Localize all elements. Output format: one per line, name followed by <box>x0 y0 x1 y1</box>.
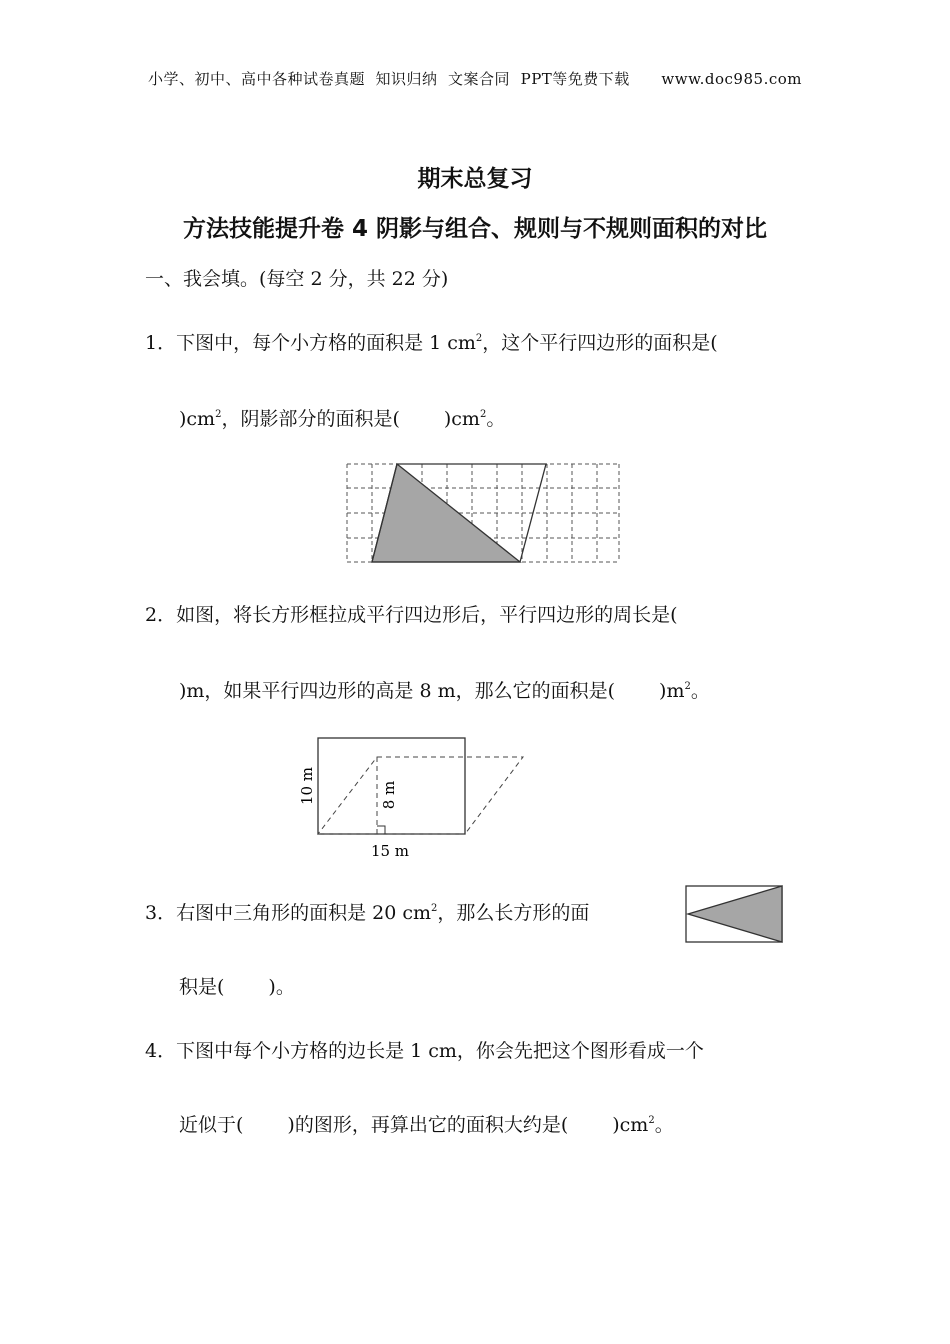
q3-sup: 2 <box>431 903 438 914</box>
q3-line2-b: )。 <box>268 976 295 998</box>
right-angle-mark <box>377 826 385 834</box>
page-title: 期末总复习 <box>417 166 533 192</box>
q2-line2-b: )m <box>659 680 685 702</box>
label-15m: 15 m <box>370 842 410 860</box>
q1-text-b: ，这个平行四边形的面积是( <box>482 332 718 354</box>
q1-number: 1． <box>145 332 177 354</box>
q1-line2-b: ，阴影部分的面积是( <box>221 408 400 430</box>
inner-triangle <box>688 886 782 942</box>
q3-text-a: 右图中三角形的面积是 20 cm <box>176 902 432 924</box>
q2-line2-a: )m，如果平行四边形的高是 8 m，那么它的面积是( <box>179 680 616 702</box>
q2-line2 <box>179 676 710 703</box>
q4-line2-sup: 2 <box>648 1115 655 1126</box>
q3-line2 <box>179 972 295 999</box>
page-subtitle: 方法技能提升卷 4 阴影与组合、规则与不规则面积的对比 <box>182 216 768 242</box>
q4-line1 <box>145 1036 704 1063</box>
q2-figure-rectangle <box>290 728 540 868</box>
q2-line2-sup: 2 <box>684 681 691 692</box>
section-heading: 一、我会填。(每空 2 分，共 22 分) <box>145 268 449 290</box>
q1-line2-a: )cm <box>179 408 216 430</box>
q3-figure-triangle <box>682 880 788 948</box>
q3-text-b: ，那么长方形的面 <box>437 902 590 924</box>
dashed-parallelogram <box>318 757 523 834</box>
page-header: 小学、初中、高中各种试卷真题 知识归纳 文案合同 PPT等免费下载 www.doc985.com <box>147 70 802 88</box>
q3-line1 <box>145 898 589 925</box>
q3-line2-a: 积是( <box>179 976 225 998</box>
q1-line2-d: 。 <box>486 408 506 430</box>
q4-number: 4． <box>145 1040 177 1062</box>
q1-line1 <box>145 328 718 355</box>
q4-line2-c: )cm <box>612 1114 649 1136</box>
q2-text: 如图，将长方形框拉成平行四边形后，平行四边形的周长是( <box>176 604 678 626</box>
q1-figure-grid <box>340 458 630 570</box>
q1-line2-sup2: 2 <box>479 409 487 420</box>
q3-number: 3． <box>145 902 177 924</box>
q1-sup: 2 <box>475 333 483 344</box>
q2-line2-c: 。 <box>690 680 710 702</box>
label-8m: 8 m <box>380 780 398 810</box>
q1-line2 <box>179 404 505 431</box>
q4-text: 下图中每个小方格的边长是 1 cm，你会先把这个图形看成一个 <box>176 1040 704 1062</box>
label-10m: 10 m <box>298 766 316 806</box>
q4-line2-b: )的图形，再算出它的面积大约是( <box>287 1114 569 1136</box>
q1-line2-c: )cm <box>443 408 480 430</box>
q4-line2 <box>179 1110 674 1137</box>
q1-text-a: 下图中，每个小方格的面积是 1 cm <box>176 332 476 354</box>
q1-line2-sup: 2 <box>215 409 222 420</box>
q2-line1 <box>145 600 678 627</box>
q2-number: 2． <box>145 604 177 626</box>
q4-line2-a: 近似于( <box>179 1114 244 1136</box>
q4-line2-d: 。 <box>654 1114 674 1136</box>
